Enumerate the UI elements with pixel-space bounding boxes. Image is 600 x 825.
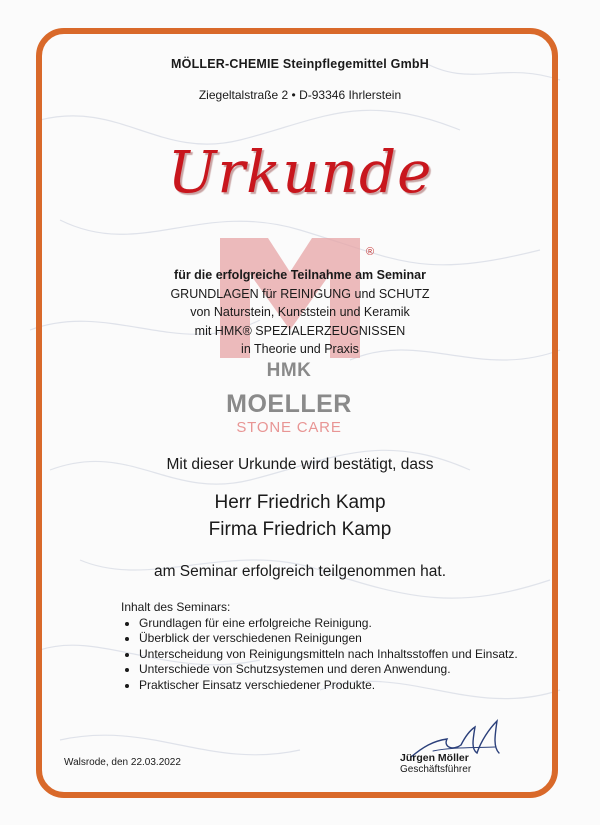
seminar-line: GRUNDLAGEN für REINIGUNG und SCHUTZ: [170, 286, 430, 301]
content-item: • Grundlagen für eine erfolgreiche Reinigung.: [139, 616, 521, 632]
seminar-line: von Naturstein, Kunststein und Keramik: [190, 305, 410, 319]
recipient-company: Firma Friedrich Kamp: [208, 519, 392, 540]
content-heading: Inhalt des Seminars:: [121, 600, 231, 614]
seminar-content: [121, 600, 521, 693]
recipient: [0, 489, 600, 543]
recipient-name: Herr Friedrich Kamp: [214, 492, 386, 513]
signer-role: Geschäftsführer: [400, 764, 472, 775]
content-item: • Unterschiede von Schutzsystemen und deren Anwendung.: [139, 662, 521, 678]
content-list: [121, 616, 521, 694]
seminar-line: für die erfolgreiche Teilnahme am Seminar: [174, 268, 426, 282]
content-item: • Unterscheidung von Reinigungsmitteln nach Inhaltsstoffen und Einsatz.: [139, 647, 521, 663]
signer-name: Jürgen Möller: [400, 752, 469, 764]
seminar-description: [0, 266, 600, 359]
logo-brand: MOELLER: [226, 390, 352, 418]
place-date: Walsrode, den 22.03.2022: [64, 757, 181, 768]
company-address: Ziegeltalstraße 2 • D-93346 Ihrlerstein: [198, 88, 402, 102]
company-name: MÖLLER-CHEMIE Steinpflegemittel GmbH: [171, 57, 429, 71]
confirmation-text: Mit dieser Urkunde wird bestätigt, dass: [166, 456, 434, 473]
signer-block: [400, 753, 471, 775]
logo-tagline: STONE CARE: [236, 419, 342, 436]
content-item: • Überblick der verschiedenen Reinigungen: [139, 631, 521, 647]
content-item: • Praktischer Einsatz verschiedener Produkte.: [139, 678, 521, 694]
closing-text: am Seminar erfolgreich teilgenommen hat.: [153, 563, 447, 580]
certificate-title: Urkunde: [167, 138, 433, 206]
logo-hmk: HMK: [266, 360, 312, 381]
seminar-line: in Theorie und Praxis: [241, 342, 359, 356]
logo-registered-mark: ®: [366, 246, 375, 258]
seminar-line: mit HMK® SPEZIALERZEUGNISSEN: [194, 323, 406, 338]
